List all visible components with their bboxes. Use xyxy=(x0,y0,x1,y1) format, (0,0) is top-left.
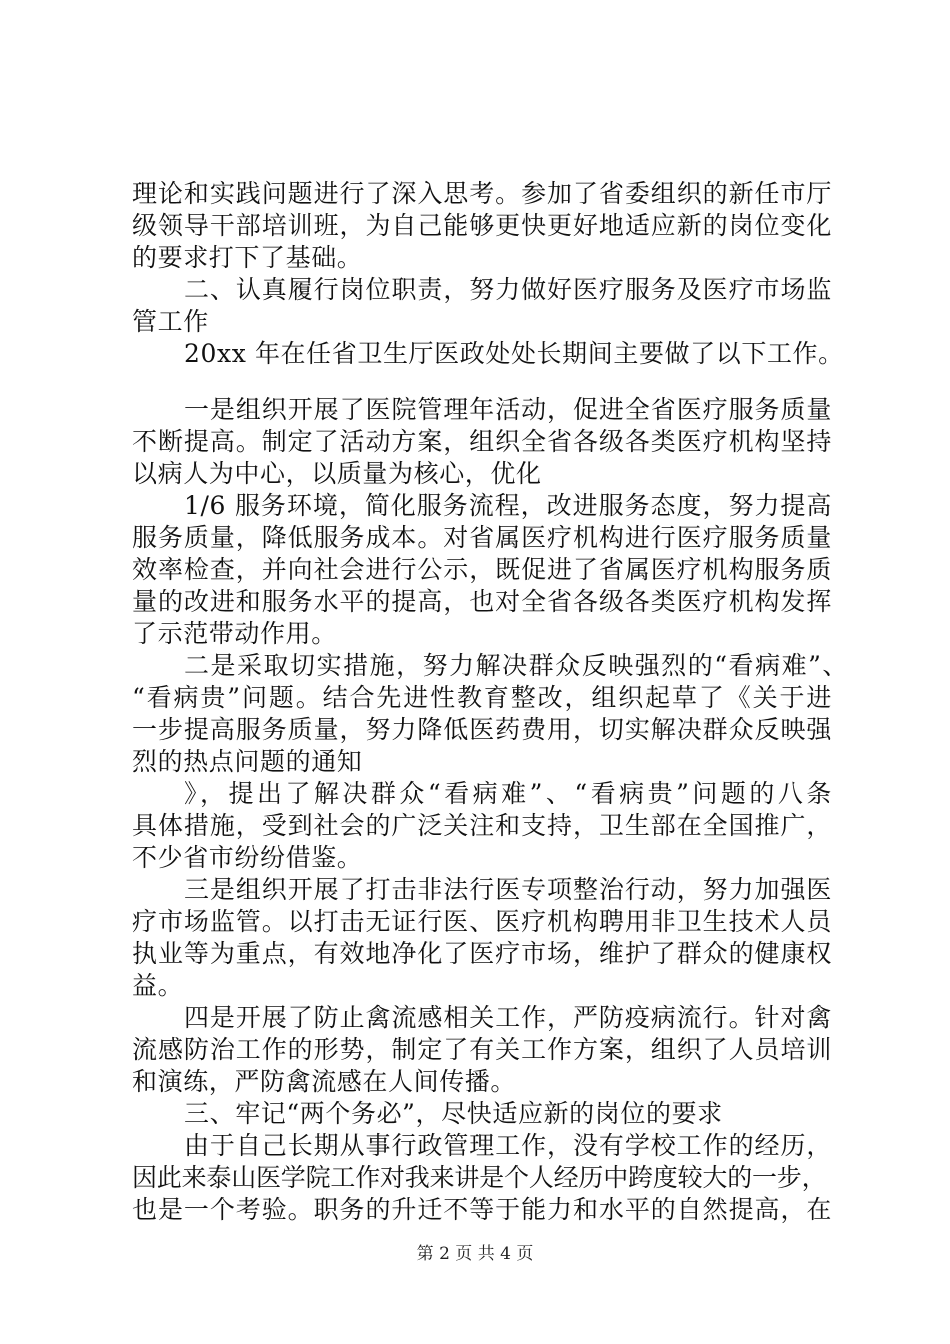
text-line: 四是开展了防止禽流感相关工作，严防疫病流行。针对禽 xyxy=(184,1003,832,1032)
text-line: 的要求打下了基础。 xyxy=(132,243,363,272)
text-line: “看病贵”问题。结合先进性教育整改，组织起草了《关于进 xyxy=(132,683,832,712)
text-line: 不少省市纷纷借鉴。 xyxy=(132,843,363,872)
section-heading: 三、牢记“两个务必”，尽快适应新的岗位的要求 xyxy=(184,1099,723,1128)
section-heading: 二、认真履行岗位职责，努力做好医疗服务及医疗市场监 xyxy=(184,275,832,304)
text-line: 服务质量，降低服务成本。对省属医疗机构进行医疗服务质量 xyxy=(132,523,832,552)
text-line: 具体措施，受到社会的广泛关注和支持，卫生部在全国推广， xyxy=(132,811,832,840)
text-line: 执业等为重点，有效地净化了医疗市场，维护了群众的健康权 xyxy=(132,939,832,968)
text-line: 20xx 年在任省卫生厅医政处处长期间主要做了以下工作。 xyxy=(184,339,844,368)
text-line: 一步提高服务质量，努力降低医药费用，切实解决群众反映强 xyxy=(132,715,832,744)
text-line: 益。 xyxy=(132,971,184,1000)
text-line: 疗市场监管。以打击无证行医、医疗机构聘用非卫生技术人员 xyxy=(132,907,832,936)
text-line: 量的改进和服务水平的提高，也对全省各级各类医疗机构发挥 xyxy=(132,587,832,616)
text-line: 》，提出了解决群众“看病难”、“看病贵”问题的八条 xyxy=(184,779,832,808)
text-line: 级领导干部培训班，为自己能够更快更好地适应新的岗位变化 xyxy=(132,211,832,240)
text-line: 效率检查，并向社会进行公示，既促进了省属医疗机构服务质 xyxy=(132,555,832,584)
text-line: 也是一个考验。职务的升迁不等于能力和水平的自然提高，在 xyxy=(132,1195,832,1224)
text-line: 以病人为中心，以质量为核心，优化 xyxy=(132,459,542,488)
text-line: 1/6 服务环境，简化服务流程，改进服务态度，努力提高 xyxy=(184,491,832,520)
text-line: 流感防治工作的形势，制定了有关工作方案，组织了人员培训 xyxy=(132,1035,832,1064)
text-line: 烈的热点问题的通知 xyxy=(132,747,363,776)
text-line: 三是组织开展了打击非法行医专项整治行动，努力加强医 xyxy=(184,875,832,904)
section-heading-continued: 管工作 xyxy=(132,307,209,336)
text-line: 和演练，严防禽流感在人间传播。 xyxy=(132,1067,517,1096)
text-line: 二是采取切实措施，努力解决群众反映强烈的“看病难”、 xyxy=(184,651,848,680)
text-line: 理论和实践问题进行了深入思考。参加了省委组织的新任市厅 xyxy=(132,179,832,208)
page-footer: 第 2 页 共 4 页 xyxy=(416,1244,534,1264)
text-line: 由于自己长期从事行政管理工作，没有学校工作的经历， xyxy=(184,1131,832,1160)
text-line: 一是组织开展了医院管理年活动，促进全省医疗服务质量 xyxy=(184,395,832,424)
text-line: 不断提高。制定了活动方案，组织全省各级各类医疗机构坚持 xyxy=(132,427,832,456)
text-line: 了示范带动作用。 xyxy=(132,619,337,648)
text-line: 因此来泰山医学院工作对我来讲是个人经历中跨度较大的一步， xyxy=(132,1163,827,1192)
